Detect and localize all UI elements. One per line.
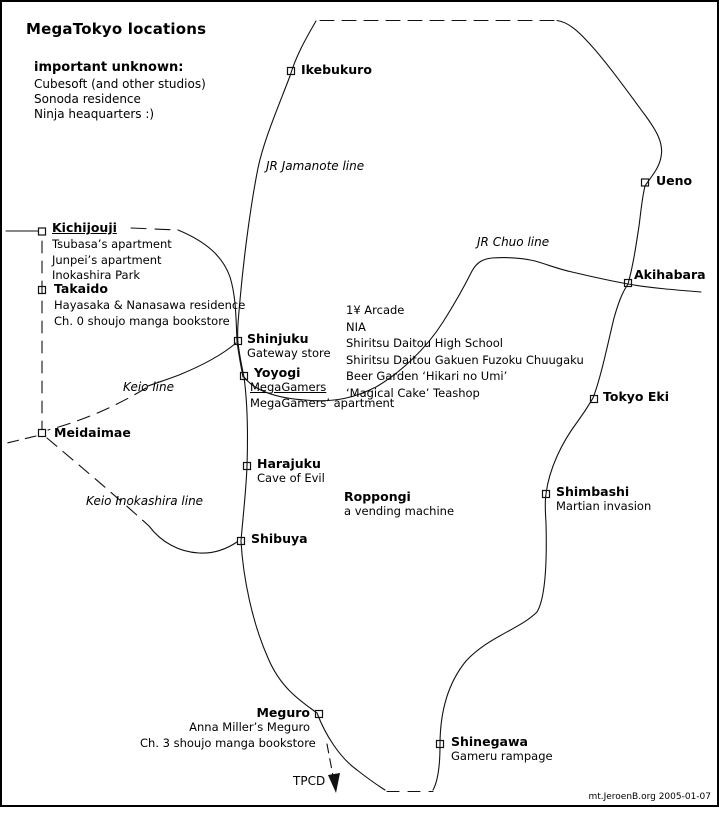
- station-note: Gateway store: [247, 346, 331, 360]
- station-name: Shimbashi: [556, 484, 630, 499]
- rail-label-keio: Keio line: [123, 380, 174, 394]
- station-note: MegaGamers: [250, 380, 327, 394]
- station-name: Yoyogi: [254, 365, 301, 380]
- spot-item: Shiritsu Daitou Gakuen Fuzoku Chuugaku: [346, 352, 584, 367]
- station-note: Hayasaka & Nanasawa residence: [54, 298, 246, 312]
- rail-label-chuo: JR Chuo line: [477, 235, 550, 249]
- tpcd-arrowhead: [328, 773, 340, 793]
- station-name: Tokyo Eki: [603, 389, 669, 404]
- station-label-shibuya: [251, 531, 308, 546]
- keio-inokashira-se-dashed: [47, 438, 149, 526]
- unknown-legend: [34, 60, 206, 122]
- station-note: MegaGamers’ apartment: [250, 395, 395, 410]
- station-note: Tsubasa’s apartment: [52, 237, 172, 251]
- station-note: Martian invasion: [556, 499, 652, 513]
- station-marker-meguro: [316, 711, 323, 718]
- station-name: Shinjuku: [247, 331, 309, 346]
- legend-item: Ninja heaquarters :): [34, 107, 155, 121]
- credit-text: mt.JeroenB.org 2005-01-07: [588, 792, 711, 802]
- keio-line-west-dashed: [3, 436, 36, 444]
- station-label-shinegawa: [451, 734, 553, 765]
- station-note: Anna Miller’s Meguro: [189, 720, 310, 734]
- station-marker-meidaimae: [39, 430, 46, 437]
- unknown-legend-header: important unknown:: [34, 60, 184, 75]
- station-label-ueno: [656, 173, 692, 188]
- area-note: a vending machine: [344, 504, 455, 518]
- station-label-meguro: [140, 705, 316, 751]
- station-name: Harajuku: [257, 456, 321, 471]
- page-title: MegaTokyo locations: [26, 20, 207, 38]
- station-label-ikebukuro: [301, 62, 372, 77]
- station-name: Kichijouji: [52, 220, 117, 235]
- station-note: Junpei’s apartment: [52, 252, 162, 267]
- spot-item: Beer Garden ‘Hikari no Umi’: [346, 369, 508, 383]
- station-name: Takaido: [54, 281, 108, 296]
- keio-inokashira-solid: [149, 526, 237, 553]
- central-unknown-spots: [346, 302, 584, 401]
- station-label-meidaimae: [54, 425, 131, 440]
- station-label-kichijouji: [52, 220, 172, 284]
- spot-item: NIA: [346, 319, 366, 334]
- station-label-shimbashi: [556, 484, 651, 515]
- tpcd-label: TPCD: [293, 774, 326, 788]
- legend-item: Cubesoft (and other studios): [34, 77, 206, 91]
- station-label-tokyo-eki: [603, 389, 669, 404]
- tpcd-arrow-dashed: [327, 744, 333, 776]
- spot-item: 1¥ Arcade: [346, 303, 405, 317]
- station-name: Meidaimae: [54, 425, 131, 440]
- station-note: Ch. 3 shoujo manga bookstore: [140, 735, 316, 750]
- station-label-harajuku: [257, 456, 325, 487]
- station-name: Akihabara: [634, 267, 706, 282]
- yamanote-line-east-path: [433, 21, 662, 791]
- station-label-akihabara: [634, 267, 706, 282]
- station-label-takaido: [54, 281, 245, 329]
- station-name: Shinegawa: [451, 734, 528, 749]
- station-note: Ch. 0 shoujo manga bookstore: [54, 313, 230, 328]
- station-note: Cave of Evil: [257, 471, 325, 485]
- station-name: Ueno: [656, 173, 693, 188]
- legend-item: Sonoda residence: [34, 92, 141, 106]
- station-name: Ikebukuro: [301, 62, 372, 77]
- station-note: Inokashira Park: [52, 268, 140, 282]
- station-marker-kichijouji: [39, 228, 46, 235]
- area-name: Roppongi: [344, 489, 411, 504]
- spot-item: ‘Magical Cake’ Teashop: [346, 385, 480, 400]
- keio-line-dashed: [48, 388, 146, 430]
- station-name: Shibuya: [251, 531, 308, 546]
- rail-label-jamanote: JR Jamanote line: [266, 159, 365, 173]
- spot-item: Shiritsu Daitou High School: [346, 336, 504, 350]
- station-note: Gameru rampage: [451, 749, 553, 763]
- station-label-shinjuku: [247, 331, 331, 362]
- area-label-roppongi: [344, 489, 454, 520]
- station-name: Meguro: [256, 705, 310, 720]
- rail-label-keio-inokashira: Keio Inokashira line: [86, 494, 204, 508]
